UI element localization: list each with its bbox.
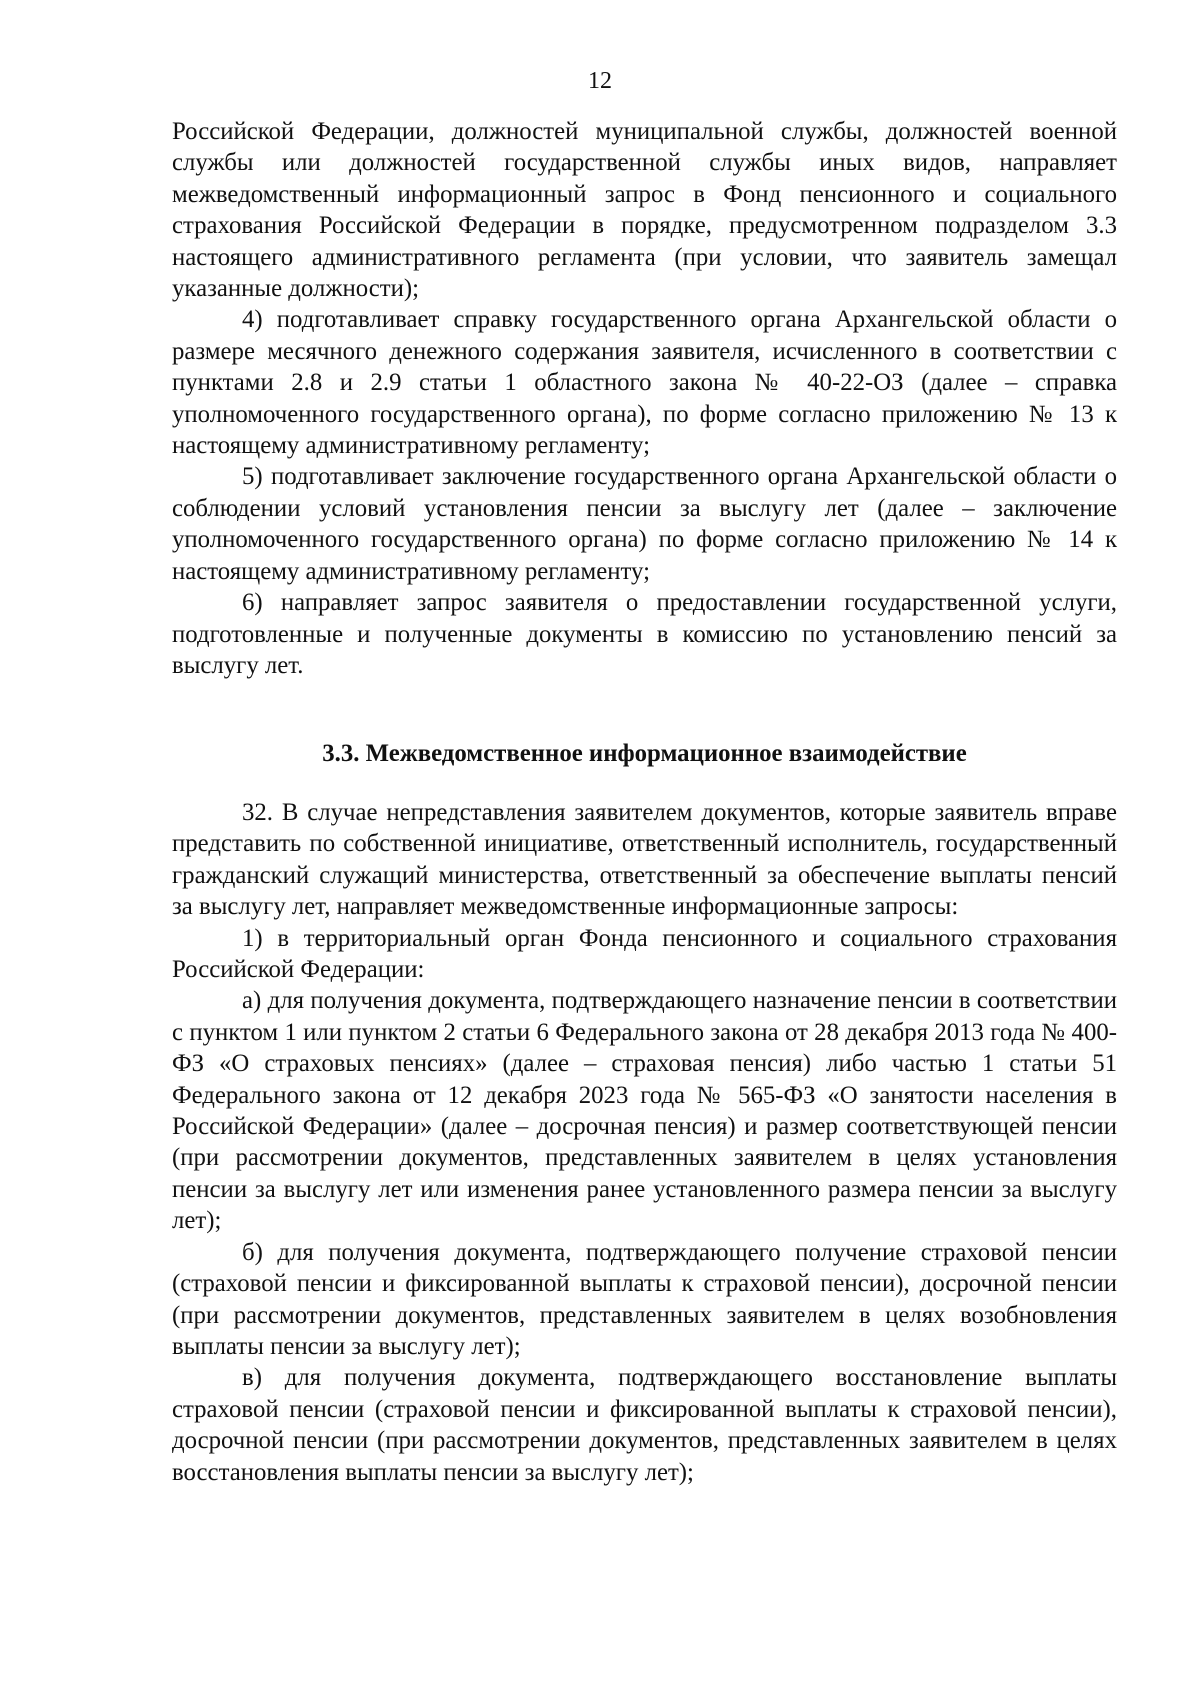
paragraph-item-4: 4) подготавливает справку государственного органа Архангельской области о размере месячного денежного содержания заявителя, исчисленного в соответствии с пунктами 2.8 и 2.9 статьи 1 областного закона № 40-22-ОЗ (далее – справка уполномоченного государственного органа), по форме согласно приложению № 13 к настоящему административному регламенту; [172, 306, 1117, 460]
paragraph-item-6: 6) направляет запрос заявителя о предоставлении государственной услуги, подготовленные и полученные документы в комиссию по установлению пенсий за выслугу лет. [172, 589, 1117, 679]
paragraph-subitem-v: в) для получения документа, подтверждающего восстановление выплаты страховой пенсии (страховой пенсии и фиксированной выплаты к страховой пенсии), досрочной пенсии (при рассмотрении документов, представленных заявителем в целях восстановления выплаты пенсии за выслугу лет); [172, 1364, 1117, 1486]
paragraph-subitem-b: б) для получения документа, подтверждающего получение страховой пенсии (страховой пенсии и фиксированной выплаты к страховой пенсии), досрочной пенсии (при рассмотрении документов, представленных заявителем в целях возобновления выплаты пенсии за выслугу лет); [172, 1238, 1117, 1360]
paragraph-clause-32: 32. В случае непредставления заявителем документов, которые заявитель вправе представить по собственной инициативе, ответственный исполнитель, государственный гражданский служащий министерства, ответственный за обеспечение выплаты пенсий за выслугу лет, направляет межведомственные информационные запросы: [172, 799, 1117, 921]
body-text-top [172, 116, 1117, 681]
section-heading: 3.3. Межведомственное информационное взаимодействие [322, 740, 967, 767]
page-number: 12 [588, 68, 612, 94]
body-text-bottom [172, 797, 1117, 1488]
paragraph-continuation: Российской Федерации, должностей муниципальной службы, должностей военной службы или должностей государственной службы иных видов, направляет межведомственный информационный запрос в Фонд пенсионного и социального страхования Российской Федерации в порядке, предусмотренном подразделом 3.3 настоящего административного регламента (при условии, что заявитель замещал указанные должности); [172, 118, 1117, 303]
paragraph-subitem-1: 1) в территориальный орган Фонда пенсионного и социального страхования Российской Федерации: [172, 924, 1117, 984]
paragraph-subitem-a: а) для получения документа, подтверждающего назначение пенсии в соответствии с пунктом 1 или пунктом 2 статьи 6 Федерального закона от 28 декабря 2013 года № 400-ФЗ «О страховых пенсиях» (далее – страховая пенсия) либо частью 1 статьи 51 Федерального закона от 12 декабря 2023 года № 565-ФЗ «О занятости населения в Российской Федерации» (далее – досрочная пенсия) и размер соответствующей пенсии (при рассмотрении документов, представленных заявителем в целях установления пенсии за выслугу лет или изменения ранее установленного размера пенсии за выслугу лет); [172, 987, 1117, 1235]
paragraph-item-5: 5) подготавливает заключение государственного органа Архангельской области о соблюдении условий установления пенсии за выслугу лет (далее – заключение уполномоченного государственного органа) по форме согласно приложению № 14 к настоящему административному регламенту; [172, 463, 1117, 585]
